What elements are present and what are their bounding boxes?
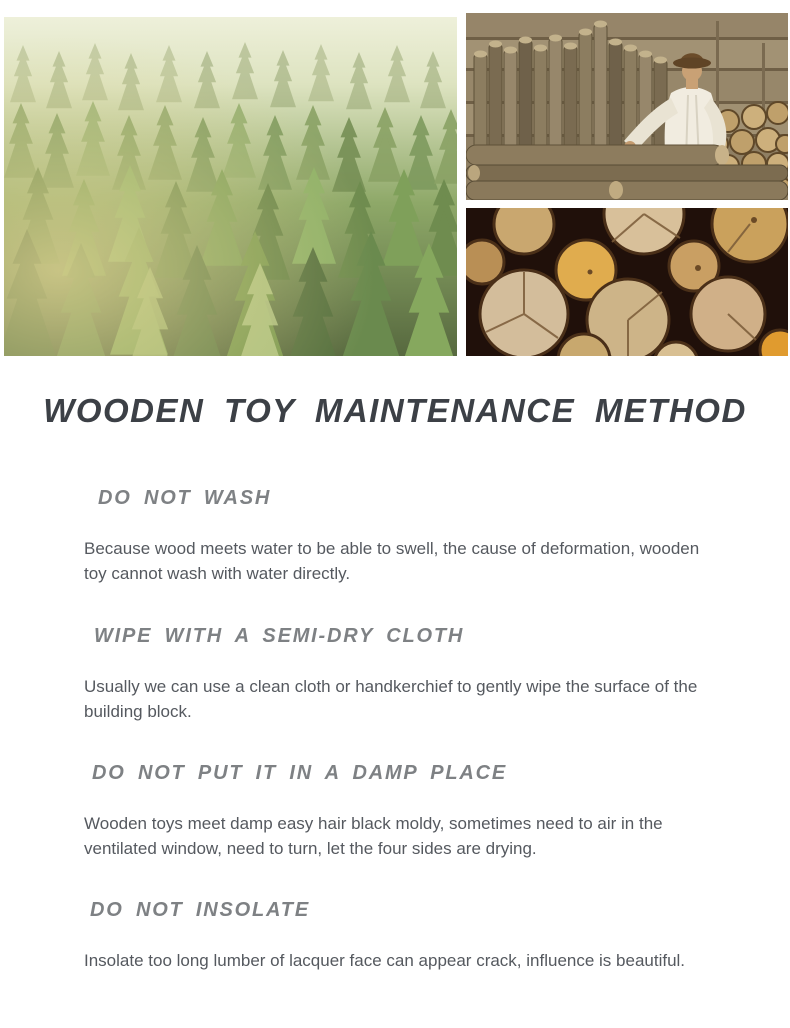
section-text-no-damp-place	[84, 812, 663, 861]
forest-photo	[4, 17, 457, 356]
paragraph-line: toy cannot wash with water directly.	[84, 563, 351, 583]
forest-photo-art	[4, 17, 457, 356]
paragraph-line: ventilated window, need to turn, let the four sides are drying.	[84, 838, 537, 858]
log-worker-photo	[466, 13, 788, 200]
paragraph-line: Wooden toys meet damp easy hair black moldy, sometimes need to air in the	[84, 814, 663, 833]
section-heading-do-not-wash: DO NOT WASH	[98, 487, 272, 509]
paragraph-line: Because wood meets water to be able to swell, the cause of deformation, wooden	[84, 539, 700, 558]
section-text-do-not-wash	[84, 537, 699, 586]
paragraph-line: building block.	[84, 701, 192, 721]
log-ends-photo	[466, 208, 788, 356]
log-worker-photo-art	[466, 13, 788, 200]
section-text-do-not-insolate	[84, 949, 685, 974]
paragraph-line: Usually we can use a clean cloth or handkerchief to gently wipe the surface of the	[84, 677, 698, 696]
section-heading-wipe-semi-dry-cloth: WIPE WITH A SEMI-DRY CLOTH	[94, 625, 465, 647]
paragraph-line: Insolate too long lumber of lacquer face can appear crack, influence is beautiful.	[84, 951, 686, 970]
section-text-wipe-semi-dry-cloth	[84, 675, 697, 724]
page-title: WOODEN TOY MAINTENANCE METHOD	[43, 392, 747, 429]
section-heading-do-not-insolate: DO NOT INSOLATE	[90, 899, 310, 921]
section-heading-no-damp-place: DO NOT PUT IT IN A DAMP PLACE	[92, 762, 507, 784]
log-ends-photo-art	[466, 208, 788, 356]
